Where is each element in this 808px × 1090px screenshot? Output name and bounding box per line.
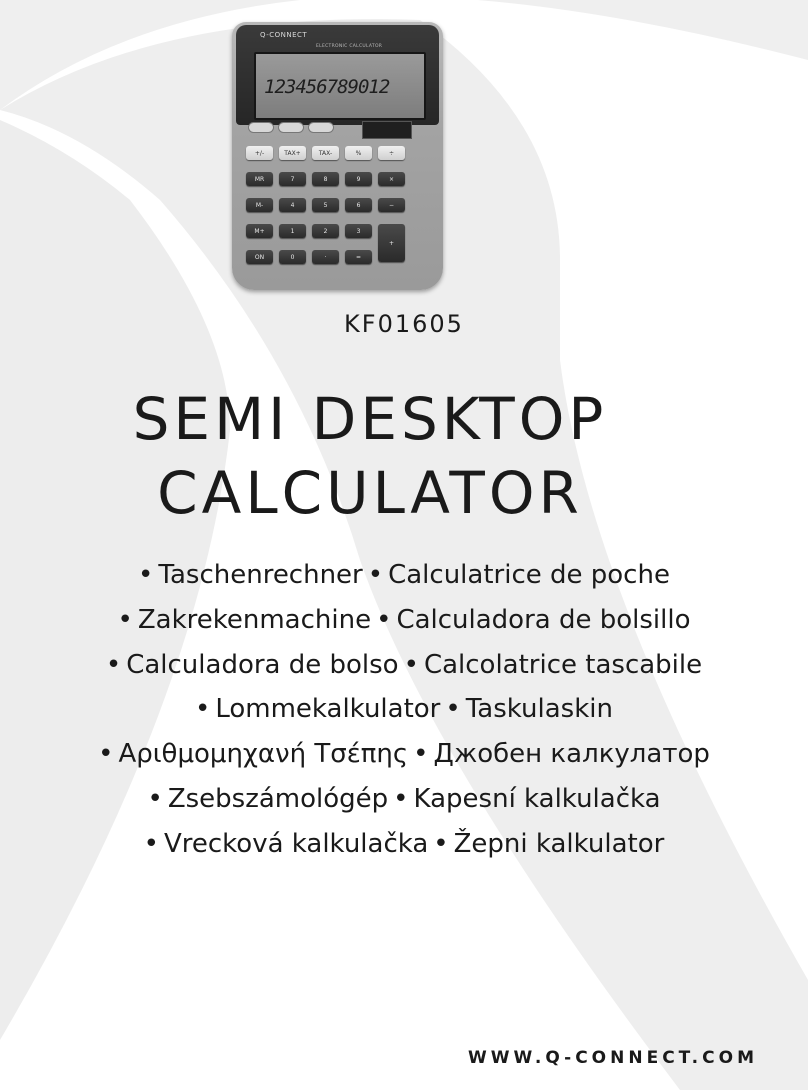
calculator-key: 1 <box>279 224 306 238</box>
bullet-icon: • <box>117 604 133 635</box>
calculator-key: · <box>312 250 339 264</box>
translation-text: Αριθμομηχανή Τσέπης <box>118 739 409 770</box>
calculator-brand-label: Q-CONNECT <box>260 31 308 39</box>
bullet-icon: • <box>433 828 449 859</box>
solar-panel <box>362 121 412 139</box>
translation-line <box>0 602 808 647</box>
bullet-icon: • <box>195 694 211 725</box>
translation-text: Джобен калкулатор <box>433 739 710 770</box>
calculator-key: M- <box>246 198 273 212</box>
calculator-key-row-3 <box>246 198 405 212</box>
translation-text: Lommekalkulator <box>215 694 441 725</box>
calculator-oval-key <box>248 122 274 133</box>
bullet-icon: • <box>393 783 409 814</box>
calculator-key: ÷ <box>378 146 405 160</box>
translation-text: Vrecková kalkulačka <box>163 828 429 859</box>
calculator-key-row-1 <box>246 146 405 160</box>
calculator-oval-keys <box>248 122 334 133</box>
translation-text: Taschenrechner <box>158 560 363 590</box>
bullet-icon: • <box>105 649 122 680</box>
calculator-key: 4 <box>279 198 306 212</box>
product-title-line-1: SEMI DESKTOP <box>132 385 608 453</box>
translation-line <box>0 826 808 871</box>
calculator-key: − <box>378 198 405 212</box>
calculator-key: 3 <box>345 224 372 238</box>
translation-text: Zsebszámológép <box>167 783 389 814</box>
bullet-icon: • <box>445 694 461 725</box>
bullet-icon: • <box>413 739 429 770</box>
model-code: KF01605 <box>344 310 464 338</box>
bullet-icon: • <box>367 560 384 590</box>
translation-line <box>0 647 808 692</box>
calculator-key: = <box>345 250 372 264</box>
calculator-key-row-5 <box>246 250 372 264</box>
bullet-icon: • <box>98 739 114 770</box>
translation-text: Calculadora de bolsillo <box>396 604 691 635</box>
calculator-model-line: ELECTRONIC CALCULATOR <box>316 44 383 49</box>
calculator-image <box>232 22 443 290</box>
bullet-icon: • <box>143 828 159 859</box>
calculator-key: 6 <box>345 198 372 212</box>
calculator-key: ON <box>246 250 273 264</box>
translation-line <box>0 691 808 736</box>
translation-line <box>0 781 808 826</box>
calculator-key: 8 <box>312 172 339 186</box>
bullet-icon: • <box>147 783 163 814</box>
calculator-key: MR <box>246 172 273 186</box>
bullet-icon: • <box>403 649 419 680</box>
calculator-display <box>254 52 426 120</box>
calculator-key: % <box>345 146 372 160</box>
product-title-line-2: CALCULATOR <box>157 459 583 527</box>
calculator-key-row-2 <box>246 172 405 186</box>
translation-text: Calculadora de bolso <box>126 649 399 680</box>
translation-text: Zakrekenmachine <box>137 604 372 635</box>
calculator-oval-key <box>308 122 334 133</box>
translation-text: Taskulaskin <box>465 694 613 725</box>
calculator-key: TAX- <box>312 146 339 160</box>
translation-line <box>0 736 808 781</box>
calculator-key: + <box>378 224 405 262</box>
calculator-key: 5 <box>312 198 339 212</box>
translation-line <box>0 557 808 602</box>
bullet-icon: • <box>376 604 392 635</box>
bullet-icon: • <box>138 560 154 590</box>
website-url: WWW.Q-CONNECT.COM <box>468 1048 758 1068</box>
calculator-key: +/- <box>246 146 273 160</box>
calculator-key: 0 <box>279 250 306 264</box>
calculator-key: 2 <box>312 224 339 238</box>
translation-text: Calcolatrice tascabile <box>423 649 703 680</box>
calculator-key: 9 <box>345 172 372 186</box>
calculator-top-panel <box>236 25 439 125</box>
calculator-key: × <box>378 172 405 186</box>
calculator-key: 7 <box>279 172 306 186</box>
calculator-oval-key <box>278 122 304 133</box>
translation-text: Kapesní kalkulačka <box>413 783 661 814</box>
translations-list <box>0 557 808 871</box>
calculator-key: TAX+ <box>279 146 306 160</box>
calculator-key: M+ <box>246 224 273 238</box>
calculator-display-digits: 123456789012 <box>264 76 390 98</box>
translation-text: Žepni kalkulator <box>453 828 665 859</box>
translation-text: Calculatrice de poche <box>388 560 670 590</box>
